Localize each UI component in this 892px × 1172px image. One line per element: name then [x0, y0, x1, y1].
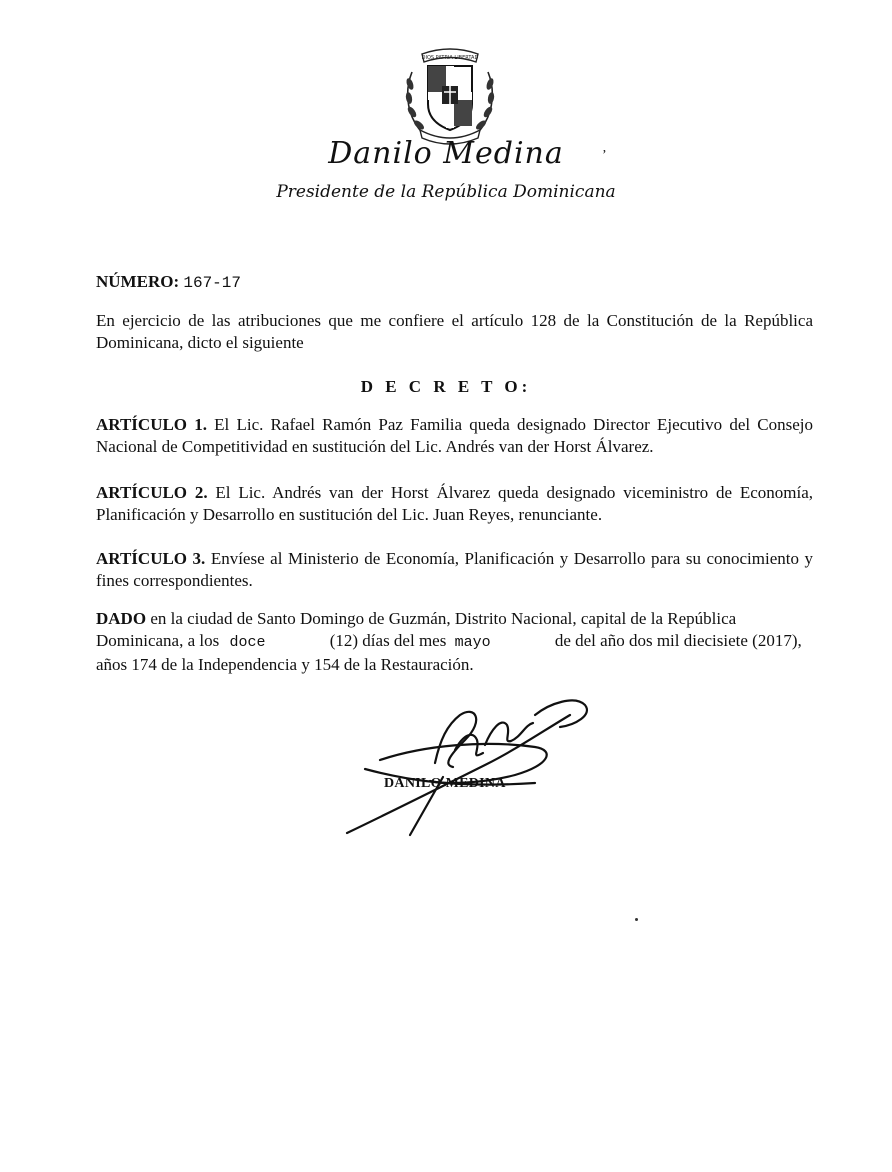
- svg-text:DIOS PATRIA LIBERTAD: DIOS PATRIA LIBERTAD: [421, 55, 479, 61]
- dado-text-1: en la ciudad de Santo Domingo de Guzmán, Distrito Nacional, capital de la República Dominicana, a los: [96, 609, 737, 650]
- decree-number-value: 167-17: [183, 274, 241, 292]
- stray-dot: [635, 918, 638, 921]
- preamble-paragraph: En ejercicio de las atribuciones que me confiere el artículo 128 de la Constitución de la República Dominicana, dicto el siguiente: [96, 311, 813, 352]
- day-words-field: doce: [229, 634, 266, 651]
- article-2-label: ARTÍCULO 2.: [96, 483, 208, 502]
- coat-of-arms-seal: [400, 42, 500, 146]
- handwritten-signature: [335, 685, 600, 840]
- president-name-heading: Danilo Medina: [328, 136, 564, 171]
- day-number: (12): [329, 631, 359, 650]
- month-field: mayo: [454, 634, 491, 651]
- article-3: [96, 548, 813, 592]
- article-1-text: El Lic. Rafael Ramón Paz Familia queda designado Director Ejecutivo del Consejo Nacional de Competitividad en sustitución del Lic. Andrés van der Horst Álvarez.: [96, 415, 814, 456]
- article-3-text: Envíese al Ministerio de Economía, Planificación y Desarrollo para su conocimiento y fines correspondientes.: [96, 549, 814, 590]
- dado-text-2: días del mes: [362, 631, 447, 650]
- article-2-text: El Lic. Andrés van der Horst Álvarez queda designado viceministro de Economía, Planificación y Desarrollo en sustitución del Lic. Juan Reyes, renunciante.: [96, 483, 814, 524]
- article-1: [96, 414, 813, 458]
- article-2: [96, 482, 813, 526]
- president-title-heading: Presidente de la República Dominicana: [276, 182, 616, 202]
- article-3-label: ARTÍCULO 3.: [96, 549, 206, 568]
- stray-mark: ’: [602, 148, 607, 163]
- decreto-title: D E C R E T O:: [360, 377, 532, 396]
- dado-label: DADO: [96, 609, 147, 628]
- signature-name: DANILO MEDINA: [384, 776, 506, 791]
- dado-text-3: de del año dos mil diecisiete (2017), años 174 de la Independencia y 154 de la Restauración.: [96, 631, 802, 674]
- decree-number: [96, 272, 241, 292]
- dado-paragraph: [96, 608, 813, 676]
- article-1-label: ARTÍCULO 1.: [96, 415, 207, 434]
- decree-number-label: NÚMERO:: [96, 272, 180, 291]
